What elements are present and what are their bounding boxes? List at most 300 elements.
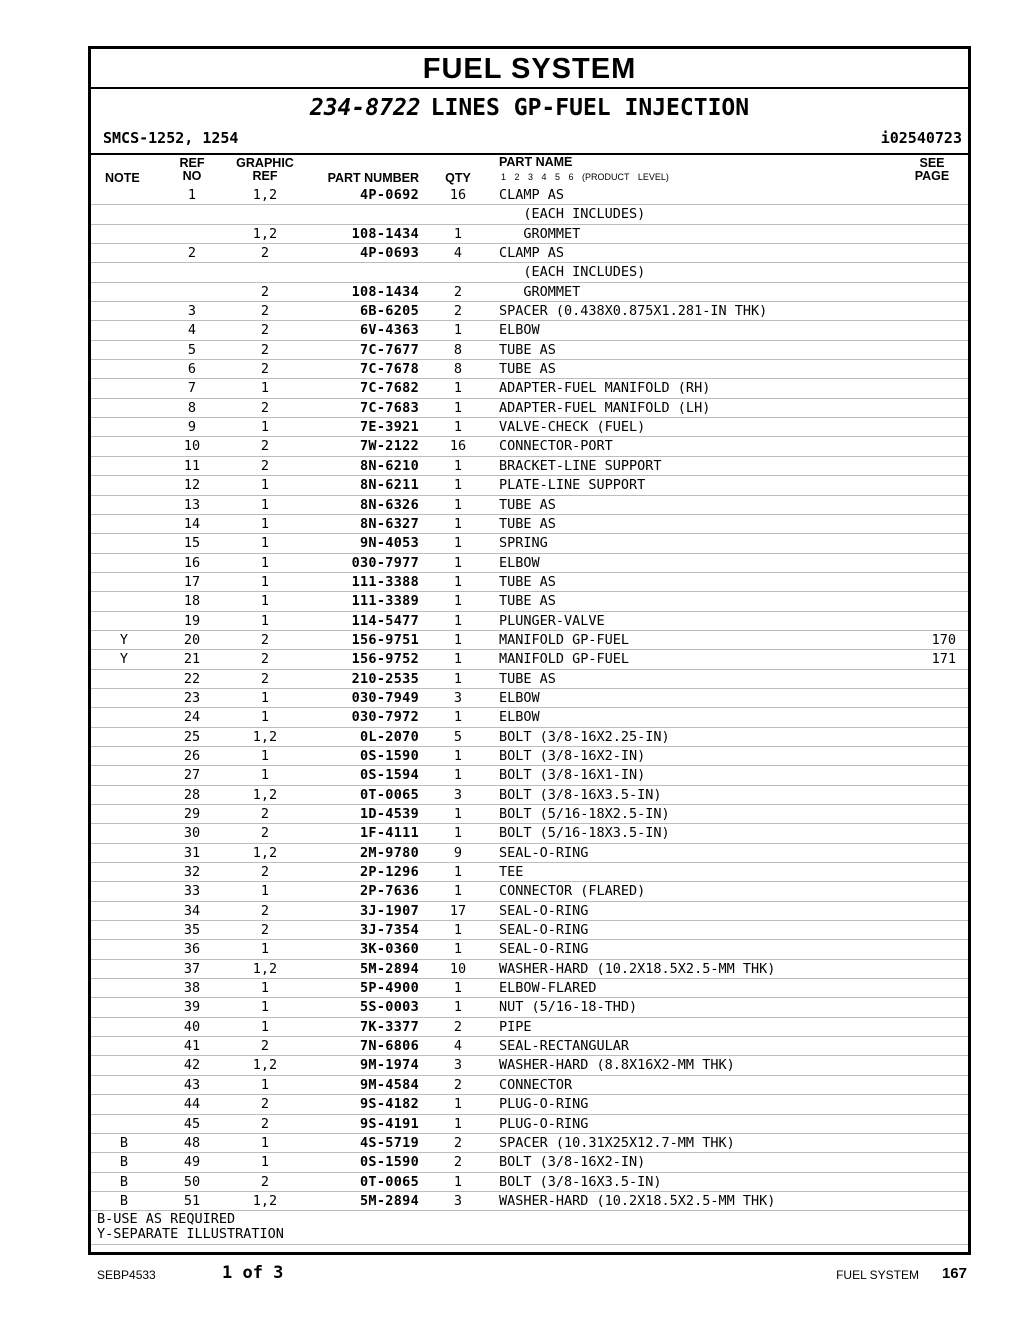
row-part-number: 3J-1907: [360, 902, 419, 919]
row-graphic-ref: 2: [260, 399, 270, 416]
row-part-number: 9M-4584: [360, 1076, 419, 1093]
row-graphic-ref: 2: [260, 922, 270, 939]
table-row: [91, 688, 968, 707]
row-graphic-ref: 1: [260, 515, 270, 532]
row-graphic-ref: 1,2: [252, 187, 278, 203]
row-qty: 1: [453, 612, 463, 629]
row-qty: 1: [453, 999, 463, 1016]
table-row: [91, 340, 968, 359]
row-part-name: SPACER (0.438X0.875X1.281-IN THK): [499, 303, 768, 320]
row-graphic-ref: 2: [260, 1038, 270, 1055]
row-ref-no: 30: [183, 825, 201, 842]
row-ref-no: 4: [187, 322, 197, 339]
row-part-number: 0T-0065: [360, 1173, 419, 1190]
row-graphic-ref: 1,2: [252, 786, 278, 803]
row-part-number: 114-5477: [351, 612, 419, 629]
row-ref-no: 35: [183, 922, 201, 939]
row-part-name: PLATE-LINE SUPPORT: [499, 477, 646, 494]
table-row: [91, 939, 968, 958]
table-row: [91, 475, 968, 494]
row-part-name: ELBOW: [499, 554, 540, 571]
row-ref-no: 31: [183, 844, 201, 861]
row-part-number: 0L-2070: [360, 728, 419, 745]
row-graphic-ref: 1,2: [252, 1192, 278, 1209]
row-note: Y: [119, 631, 129, 648]
row-qty: 1: [453, 1173, 463, 1190]
row-part-name: SEAL-O-RING: [499, 922, 589, 939]
row-ref-no: 41: [183, 1038, 201, 1055]
table-row: [91, 1036, 968, 1055]
row-graphic-ref: 1: [260, 380, 270, 397]
row-qty: 16: [449, 438, 467, 455]
row-ref-no: 6: [187, 361, 197, 378]
group-number: 234-8722: [309, 95, 421, 121]
parts-list-frame: [88, 46, 971, 1255]
table-row: [91, 359, 968, 378]
row-graphic-ref: 1: [260, 709, 270, 726]
row-qty: 1: [453, 941, 463, 958]
row-part-name: ELBOW: [499, 322, 540, 339]
row-part-name: PLUNGER-VALVE: [499, 612, 605, 629]
row-note: Y: [119, 651, 129, 668]
row-graphic-ref: 2: [260, 438, 270, 455]
smcs-codes: SMCS-1252, 1254: [103, 129, 239, 147]
row-graphic-ref: 2: [260, 631, 270, 648]
row-graphic-ref: 2: [260, 341, 270, 358]
row-qty: 1: [453, 322, 463, 339]
row-graphic-ref: 1: [260, 1154, 270, 1171]
col-see-page: [912, 157, 952, 183]
table-row: [91, 649, 968, 668]
column-header: [91, 155, 968, 185]
table-row: [91, 1152, 968, 1171]
row-ref-no: 14: [183, 515, 201, 532]
row-ref-no: 7: [187, 380, 197, 397]
row-ref-no: 25: [183, 728, 201, 745]
row-part-name: SPRING: [499, 535, 548, 552]
footer-section: FUEL SYSTEM: [836, 1268, 919, 1282]
row-part-number: 4S-5719: [360, 1134, 419, 1151]
table-row: [91, 707, 968, 726]
row-part-number: 030-7977: [351, 554, 419, 571]
table-row: [91, 204, 968, 223]
row-part-number: 7C-7677: [360, 341, 419, 358]
row-part-name: VALVE-CHECK (FUEL): [499, 419, 646, 436]
row-ref-no: 24: [183, 709, 201, 726]
illustration-id: i02540723: [880, 129, 962, 147]
row-qty: 1: [453, 380, 463, 397]
row-part-name: CLAMP AS: [499, 187, 565, 203]
col-ref-bottom: NO: [182, 169, 202, 183]
row-graphic-ref: 1: [260, 1134, 270, 1151]
row-ref-no: 11: [183, 457, 201, 474]
row-part-number: 7C-7678: [360, 361, 419, 378]
row-see-page: 170: [931, 631, 956, 648]
section-title: FUEL SYSTEM: [91, 49, 968, 89]
row-part-name: GROMMET: [499, 225, 581, 242]
table-row: [91, 669, 968, 688]
row-graphic-ref: 1: [260, 747, 270, 764]
row-part-number: 7C-7683: [360, 399, 419, 416]
row-qty: 1: [453, 1096, 463, 1113]
row-ref-no: 32: [183, 864, 201, 881]
row-graphic-ref: 2: [260, 806, 270, 822]
row-part-number: 111-3388: [351, 573, 419, 590]
row-qty: 1: [453, 670, 463, 687]
row-qty: 1: [453, 922, 463, 939]
row-graphic-ref: 1: [260, 883, 270, 900]
row-graphic-ref: 1: [260, 612, 270, 629]
table-row: [91, 282, 968, 301]
table-row: [91, 572, 968, 591]
note-b: B-USE AS REQUIRED: [97, 1211, 236, 1228]
row-qty: 1: [453, 496, 463, 513]
table-row: [91, 301, 968, 320]
table-row: [91, 533, 968, 552]
table-row: [91, 978, 968, 997]
row-qty: 2: [453, 1018, 463, 1035]
row-qty: 1: [453, 535, 463, 552]
row-qty: 4: [453, 1038, 463, 1055]
row-ref-no: 44: [183, 1096, 201, 1113]
row-part-number: 6V-4363: [360, 322, 419, 339]
row-ref-no: 5: [187, 341, 197, 358]
row-qty: 1: [453, 419, 463, 436]
row-graphic-ref: 1,2: [252, 844, 278, 861]
row-part-name: BOLT (3/8-16X2-IN): [499, 747, 646, 764]
row-qty: 9: [453, 844, 463, 861]
row-part-name: ELBOW-FLARED: [499, 980, 597, 997]
col-graphic-bottom: REF: [252, 169, 278, 183]
row-qty: 1: [453, 554, 463, 571]
row-part-number: 2P-1296: [360, 864, 419, 881]
row-part-name: (EACH INCLUDES): [499, 206, 646, 223]
row-ref-no: 26: [183, 747, 201, 764]
row-part-number: 5M-2894: [360, 1192, 419, 1209]
row-ref-no: 16: [183, 554, 201, 571]
row-qty: 1: [453, 631, 463, 648]
table-row: [91, 959, 968, 978]
row-part-name: BOLT (5/16-18X3.5-IN): [499, 825, 670, 842]
col-see-bottom: PAGE: [914, 169, 950, 183]
row-qty: 1: [453, 399, 463, 416]
row-part-name: BOLT (3/8-16X3.5-IN): [499, 786, 662, 803]
table-row: [91, 611, 968, 630]
col-note: NOTE: [105, 171, 140, 185]
row-note: B: [119, 1134, 129, 1151]
table-row: [91, 417, 968, 436]
table-row: [91, 881, 968, 900]
row-part-number: 7C-7682: [360, 380, 419, 397]
table-row: [91, 262, 968, 281]
row-graphic-ref: 1: [260, 573, 270, 590]
row-part-number: 4P-0692: [360, 187, 419, 203]
row-ref-no: 28: [183, 786, 201, 803]
row-part-name: PLUG-O-RING: [499, 1096, 589, 1113]
row-qty: 2: [453, 1154, 463, 1171]
col-product-levels: 1 2 3 4 5 6 (PRODUCT LEVEL): [501, 172, 669, 182]
group-title: [91, 93, 968, 123]
row-ref-no: 10: [183, 438, 201, 455]
row-part-name: TUBE AS: [499, 593, 556, 610]
table-row: [91, 727, 968, 746]
row-qty: 1: [453, 225, 463, 242]
row-ref-no: 9: [187, 419, 197, 436]
group-name: LINES GP-FUEL INJECTION: [430, 95, 750, 121]
row-part-name: WASHER-HARD (10.2X18.5X2.5-MM THK): [499, 1192, 776, 1209]
row-part-number: 2P-7636: [360, 883, 419, 900]
row-ref-no: 50: [183, 1173, 201, 1190]
row-part-name: TUBE AS: [499, 573, 556, 590]
row-ref-no: 40: [183, 1018, 201, 1035]
row-part-number: 2M-9780: [360, 844, 419, 861]
row-graphic-ref: 1: [260, 980, 270, 997]
row-graphic-ref: 2: [260, 245, 270, 262]
table-row: [91, 514, 968, 533]
row-graphic-ref: 1,2: [252, 960, 278, 977]
col-qty: QTY: [445, 171, 471, 185]
row-qty: 1: [453, 767, 463, 784]
table-row: [91, 746, 968, 765]
table-row: [91, 862, 968, 881]
row-graphic-ref: 2: [260, 825, 270, 842]
row-qty: 3: [453, 1057, 463, 1074]
row-ref-no: 45: [183, 1115, 201, 1132]
row-part-name: TUBE AS: [499, 341, 556, 358]
page-of: 1 of 3: [222, 1263, 284, 1283]
table-row: [91, 1114, 968, 1133]
row-qty: 17: [449, 902, 467, 919]
row-part-name: BOLT (3/8-16X2-IN): [499, 1154, 646, 1171]
table-row: [91, 456, 968, 475]
row-graphic-ref: 2: [260, 651, 270, 668]
table-row: [91, 243, 968, 262]
row-qty: 1: [453, 709, 463, 726]
row-part-name: TEE: [499, 864, 524, 881]
table-row: [91, 920, 968, 939]
row-qty: 2: [453, 283, 463, 300]
table-row: [91, 591, 968, 610]
table-row: [91, 1075, 968, 1094]
row-qty: 3: [453, 786, 463, 803]
row-graphic-ref: 1: [260, 554, 270, 571]
row-part-name: PLUG-O-RING: [499, 1115, 589, 1132]
row-part-number: 5M-2894: [360, 960, 419, 977]
row-part-name: TUBE AS: [499, 361, 556, 378]
row-part-number: 5P-4900: [360, 980, 419, 997]
row-graphic-ref: 1: [260, 941, 270, 958]
row-qty: 1: [453, 515, 463, 532]
row-part-name: CONNECTOR-PORT: [499, 438, 613, 455]
row-part-number: 156-9752: [351, 651, 419, 668]
table-row: [91, 224, 968, 243]
row-ref-no: 20: [183, 631, 201, 648]
row-ref-no: 43: [183, 1076, 201, 1093]
row-graphic-ref: 2: [260, 670, 270, 687]
row-part-number: 9S-4182: [360, 1096, 419, 1113]
table-row: [91, 804, 968, 823]
row-ref-no: 33: [183, 883, 201, 900]
table-row: [91, 901, 968, 920]
row-part-name: WASHER-HARD (8.8X16X2-MM THK): [499, 1057, 735, 1074]
row-ref-no: 2: [187, 245, 197, 262]
row-qty: 1: [453, 457, 463, 474]
row-ref-no: 51: [183, 1192, 201, 1209]
row-qty: 1: [453, 806, 463, 822]
row-part-name: BOLT (3/8-16X1-IN): [499, 767, 646, 784]
row-part-name: MANIFOLD GP-FUEL: [499, 651, 630, 668]
row-graphic-ref: 1: [260, 767, 270, 784]
row-graphic-ref: 2: [260, 1115, 270, 1132]
row-ref-no: 3: [187, 303, 197, 320]
col-graphic-ref: [231, 157, 299, 183]
table-row: [91, 823, 968, 842]
row-part-name: CLAMP AS: [499, 245, 565, 262]
table-row: [91, 1191, 968, 1210]
row-part-number: 9N-4053: [360, 535, 419, 552]
row-part-name: TUBE AS: [499, 496, 556, 513]
row-part-name: PIPE: [499, 1018, 532, 1035]
row-ref-no: 49: [183, 1154, 201, 1171]
row-qty: 3: [453, 689, 463, 706]
row-part-number: 8N-6211: [360, 477, 419, 494]
row-ref-no: 34: [183, 902, 201, 919]
table-row: [91, 1094, 968, 1113]
col-ref-no: [179, 157, 205, 183]
row-ref-no: 38: [183, 980, 201, 997]
row-note: B: [119, 1154, 129, 1171]
row-part-number: 7K-3377: [360, 1018, 419, 1035]
table-row: [91, 320, 968, 339]
row-qty: 1: [453, 1115, 463, 1132]
row-part-name: SEAL-O-RING: [499, 941, 589, 958]
col-graphic-top: GRAPHIC: [236, 156, 294, 170]
row-note: B: [119, 1192, 129, 1209]
row-graphic-ref: 1: [260, 419, 270, 436]
row-part-number: 8N-6327: [360, 515, 419, 532]
row-qty: 2: [453, 1076, 463, 1093]
row-ref-no: 8: [187, 399, 197, 416]
row-part-number: 7N-6806: [360, 1038, 419, 1055]
row-part-name: SEAL-O-RING: [499, 844, 589, 861]
row-ref-no: 22: [183, 670, 201, 687]
row-part-name: ADAPTER-FUEL MANIFOLD (LH): [499, 399, 711, 416]
row-part-number: 6B-6205: [360, 303, 419, 320]
row-part-name: TUBE AS: [499, 515, 556, 532]
row-part-name: ELBOW: [499, 689, 540, 706]
row-graphic-ref: 1: [260, 999, 270, 1016]
row-part-name: BOLT (3/8-16X3.5-IN): [499, 1173, 662, 1190]
table-row: [91, 436, 968, 455]
row-ref-no: 36: [183, 941, 201, 958]
row-part-name: CONNECTOR: [499, 1076, 573, 1093]
row-ref-no: 39: [183, 999, 201, 1016]
row-part-number: 8N-6326: [360, 496, 419, 513]
row-part-name: SEAL-RECTANGULAR: [499, 1038, 630, 1055]
row-qty: 3: [453, 1192, 463, 1209]
row-part-number: 030-7949: [351, 689, 419, 706]
row-graphic-ref: 1: [260, 1018, 270, 1035]
row-part-name: (EACH INCLUDES): [499, 264, 646, 281]
table-row: [91, 1055, 968, 1074]
row-ref-no: 27: [183, 767, 201, 784]
row-ref-no: 21: [183, 651, 201, 668]
table-row: [91, 186, 968, 204]
row-qty: 2: [453, 1134, 463, 1151]
row-ref-no: 23: [183, 689, 201, 706]
row-ref-no: 13: [183, 496, 201, 513]
row-part-number: 210-2535: [351, 670, 419, 687]
table-row: [91, 785, 968, 804]
row-part-name: SPACER (10.31X25X12.7-MM THK): [499, 1134, 735, 1151]
table-row: [91, 1133, 968, 1152]
row-qty: 1: [453, 477, 463, 494]
row-qty: 10: [449, 960, 467, 977]
row-part-number: 8N-6210: [360, 457, 419, 474]
row-graphic-ref: 1: [260, 535, 270, 552]
col-part-name: PART NAME: [499, 155, 573, 169]
row-part-number: 1F-4111: [360, 825, 419, 842]
row-graphic-ref: 1,2: [252, 225, 278, 242]
row-graphic-ref: 1: [260, 593, 270, 610]
notes-legend: [91, 1210, 968, 1245]
row-graphic-ref: 2: [260, 283, 270, 300]
row-part-number: 111-3389: [351, 593, 419, 610]
table-row: [91, 378, 968, 397]
row-part-name: GROMMET: [499, 283, 581, 300]
page-number: 167: [941, 1265, 967, 1282]
row-qty: 4: [453, 245, 463, 262]
row-qty: 1: [453, 747, 463, 764]
col-part-number: PART NUMBER: [327, 171, 419, 185]
row-qty: 16: [449, 187, 467, 203]
table-row: [91, 398, 968, 417]
row-part-name: ADAPTER-FUEL MANIFOLD (RH): [499, 380, 711, 397]
row-ref-no: 18: [183, 593, 201, 610]
doc-id: SEBP4533: [97, 1268, 156, 1282]
row-graphic-ref: 1: [260, 1076, 270, 1093]
row-see-page: 171: [931, 651, 956, 668]
row-ref-no: 48: [183, 1134, 201, 1151]
row-part-number: 0S-1590: [360, 1154, 419, 1171]
row-part-number: 5S-0003: [360, 999, 419, 1016]
row-part-number: 0S-1590: [360, 747, 419, 764]
row-ref-no: 17: [183, 573, 201, 590]
row-graphic-ref: 1,2: [252, 1057, 278, 1074]
row-qty: 1: [453, 883, 463, 900]
row-qty: 1: [453, 864, 463, 881]
row-graphic-ref: 1: [260, 477, 270, 494]
row-part-name: BOLT (5/16-18X2.5-IN): [499, 806, 670, 822]
row-part-number: 4P-0693: [360, 245, 419, 262]
row-part-name: NUT (5/16-18-THD): [499, 999, 638, 1016]
row-graphic-ref: 2: [260, 322, 270, 339]
note-y: Y-SEPARATE ILLUSTRATION: [97, 1226, 284, 1243]
col-ref-top: REF: [179, 156, 205, 170]
row-part-number: 156-9751: [351, 631, 419, 648]
row-part-number: 9M-1974: [360, 1057, 419, 1074]
row-graphic-ref: 2: [260, 1096, 270, 1113]
row-part-number: 3K-0360: [360, 941, 419, 958]
row-part-number: 030-7972: [351, 709, 419, 726]
row-part-name: TUBE AS: [499, 670, 556, 687]
row-ref-no: 19: [183, 612, 201, 629]
row-ref-no: 15: [183, 535, 201, 552]
row-part-name: WASHER-HARD (10.2X18.5X2.5-MM THK): [499, 960, 776, 977]
parts-table: [91, 186, 968, 1245]
row-qty: 1: [453, 593, 463, 610]
table-row: [91, 630, 968, 649]
